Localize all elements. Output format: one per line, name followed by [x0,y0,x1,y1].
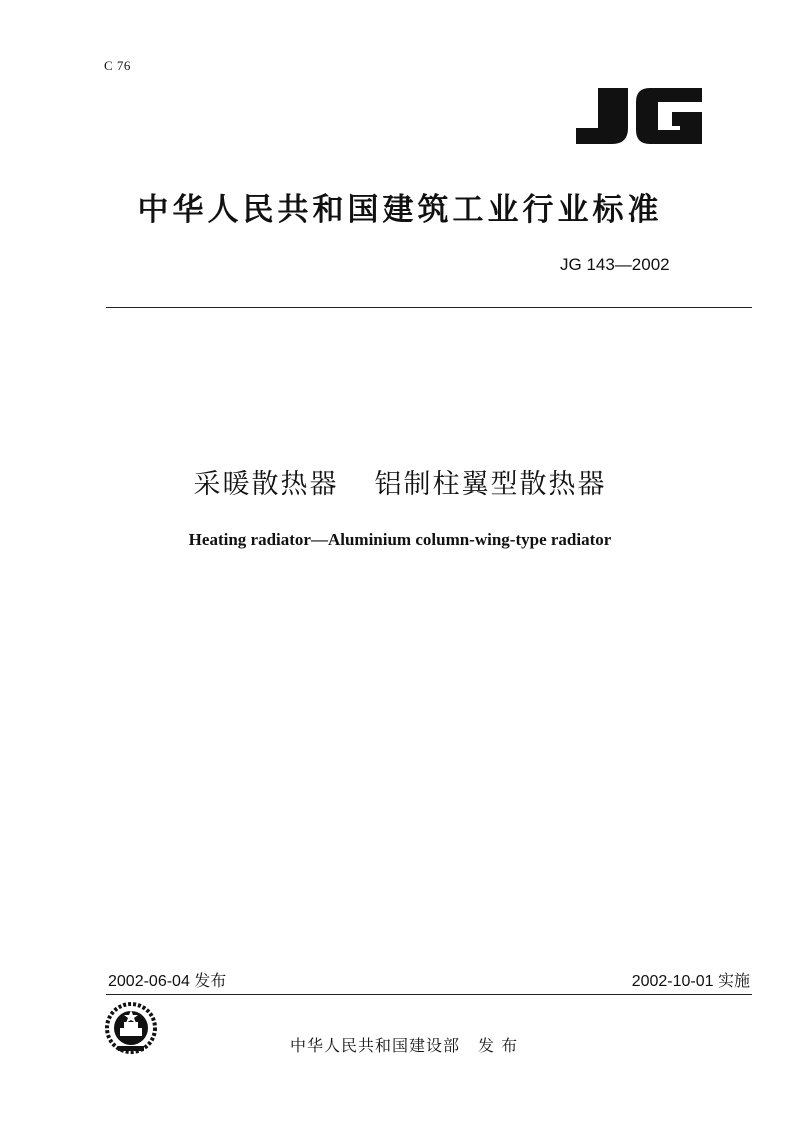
title-chinese-part2: 铝制柱翼型散热器 [374,469,607,500]
standard-number: JG 143—2002 [560,255,670,274]
ccs-classification-code: C 76 [104,58,131,73]
document-title-chinese [0,462,800,501]
implementation-date: 2002-10-01 实施 [631,973,750,990]
jg-logo [568,84,704,148]
title-chinese-part1: 采暖散热器 [193,469,339,500]
publisher-line [290,1033,518,1056]
publish-label: 发 布 [478,1036,519,1055]
publisher-name: 中华人民共和国建设部 [290,1036,461,1055]
national-emblem-icon [96,994,166,1054]
document-title-english: Heating radiator—Aluminium column-wing-type radiator [188,530,612,549]
footer-divider [106,994,752,995]
issue-date: 2002-06-04 发布 [108,973,227,990]
standard-category-title: 中华人民共和国建筑工业行业标准 [137,192,663,228]
header-divider [106,307,752,308]
